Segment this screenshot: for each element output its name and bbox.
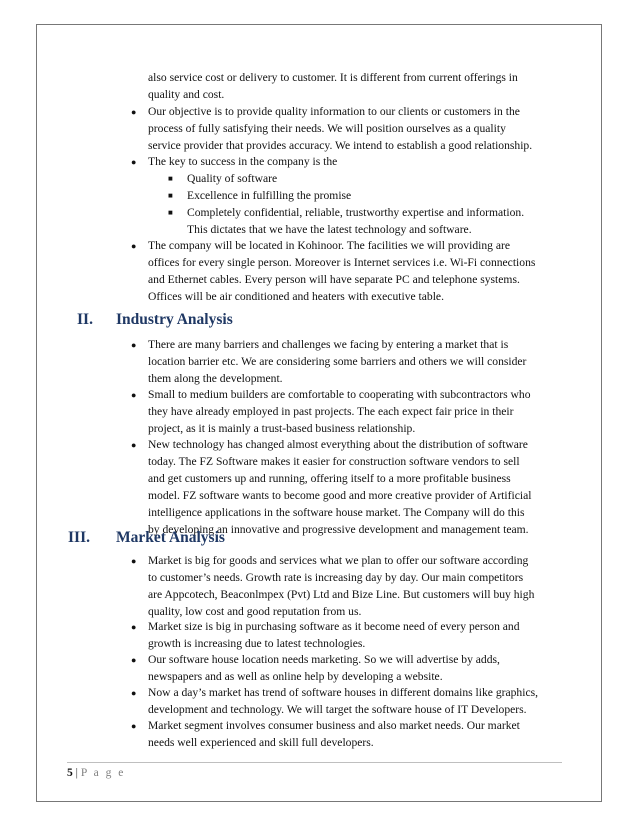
text-line: Quality of software (187, 172, 278, 185)
list-item (148, 104, 562, 155)
text-line: Offices will be air conditioned and heaters with executive table. (148, 289, 444, 303)
text-line: growth is increasing due to latest technologies. (148, 636, 366, 650)
text-line: quality, low cost and good reputation from us. (148, 604, 362, 618)
text-line: Market segment involves consumer business and also market needs. Our market (148, 719, 520, 732)
text-line: today. The FZ Software makes it easier for construction software vendors to sell (148, 454, 520, 468)
list-item (148, 337, 562, 388)
section-number: III. (68, 529, 90, 546)
bullet-dot-icon: ● (131, 688, 137, 698)
footer-separator: | (75, 767, 78, 779)
text-line: needs well experienced and skill full developers. (148, 735, 374, 749)
text-line: newspapers and as well as online help by developing a website. (148, 669, 443, 683)
list-item (148, 718, 562, 752)
section-heading: Industry Analysis (116, 311, 233, 328)
section-heading: Market Analysis (116, 529, 225, 546)
text-line: development and technology. We will target the software house of IT Developers. (148, 702, 527, 716)
sub-list-item (187, 205, 562, 239)
bullet-dot-icon: ● (131, 157, 137, 167)
bullet-dot-icon: ● (131, 241, 137, 251)
text-line: There are many barriers and challenges we facing by entering a market that is (148, 338, 509, 351)
text-line: to customer’s needs. Growth rate is increasing day by day. Our main competitors (148, 570, 524, 584)
text-line: Market size is big in purchasing software as it become need of every person and (148, 620, 520, 633)
text-line: service provider that provides accuracy. We intend to establish a good relationship. (148, 138, 533, 152)
text-line: quality and cost. (148, 87, 225, 101)
text-line: and get customers up and running, offering itself to a more profitable business (148, 471, 511, 485)
list-item (148, 387, 562, 438)
bullet-dot-icon: ● (131, 556, 137, 566)
text-line: Excellence in fulfilling the promise (187, 189, 352, 202)
text-line: This dictates that we have the latest technology and software. (187, 222, 472, 236)
text-line: Small to medium builders are comfortable to cooperating with subcontractors who (148, 388, 531, 401)
bullet-square-icon: ■ (168, 174, 173, 183)
list-item (148, 619, 562, 653)
text-line: process of fully satisfying their needs. We will position ourselves as a quality (148, 121, 506, 135)
text-line: project, as it is mainly a trust-based business relationship. (148, 421, 416, 435)
bullet-square-icon: ■ (168, 191, 173, 200)
text-line: The key to success in the company is the (148, 155, 338, 168)
text-line: intelligence applications in the software house market. The Company will do this (148, 505, 525, 519)
bullet-dot-icon: ● (131, 340, 137, 350)
sub-list-item (187, 188, 562, 205)
list-item (148, 685, 562, 719)
text-line: they have already employed in past projects. The each expect fair price in their (148, 404, 514, 418)
list-item (148, 553, 562, 621)
bullet-dot-icon: ● (131, 721, 137, 731)
text-line: Our objective is to provide quality information to our clients or customers in the (148, 105, 520, 118)
list-item (148, 238, 562, 306)
text-line: Now a day’s market has trend of software houses in different domains like graphics, (148, 686, 539, 699)
footer-divider (67, 762, 562, 763)
bullet-dot-icon: ● (131, 390, 137, 400)
bullet-dot-icon: ● (131, 107, 137, 117)
text-line: Completely confidential, reliable, trustworthy expertise and information. (187, 206, 525, 219)
page-number: 5 (67, 767, 73, 779)
text-line: also service cost or delivery to customer. It is different from current offerings in (148, 71, 518, 84)
text-line: are Appcotech, Beaconlmpex (Pvt) Ltd and Bize Line. But customers will buy high (148, 587, 535, 601)
text-line: Our software house location needs marketing. So we will advertise by adds, (148, 653, 500, 666)
sub-list-item (187, 171, 562, 188)
page-footer (67, 765, 125, 781)
list-item (148, 652, 562, 686)
text-line: them along the development. (148, 371, 283, 385)
section-number: II. (77, 311, 93, 328)
text-line: Market is big for goods and services what we plan to offer our software according (148, 554, 529, 567)
bullet-dot-icon: ● (131, 622, 137, 632)
page-label: P a g e (80, 767, 126, 779)
text-line: The company will be located in Kohinoor. The facilities we will providing are (148, 239, 510, 252)
bullet-dot-icon: ● (131, 440, 137, 450)
text-line: model. FZ software wants to become good and more creative provider of Artificial (148, 488, 532, 502)
continued-paragraph (148, 70, 562, 104)
text-line: offices for every single person. Moreover is Internet services i.e. Wi-Fi connections (148, 255, 536, 269)
text-line: and Ethernet cables. Every person will have separate PC and telephone systems. (148, 272, 520, 286)
bullet-square-icon: ■ (168, 208, 173, 217)
bullet-dot-icon: ● (131, 655, 137, 665)
list-item (148, 154, 562, 171)
text-line: location barrier etc. We are considering some barriers and others we will consider (148, 354, 527, 368)
text-line: by developing an innovative and progressive development and management team. (148, 522, 529, 536)
text-line: New technology has changed almost everything about the distribution of software (148, 438, 528, 451)
list-item (148, 437, 562, 538)
